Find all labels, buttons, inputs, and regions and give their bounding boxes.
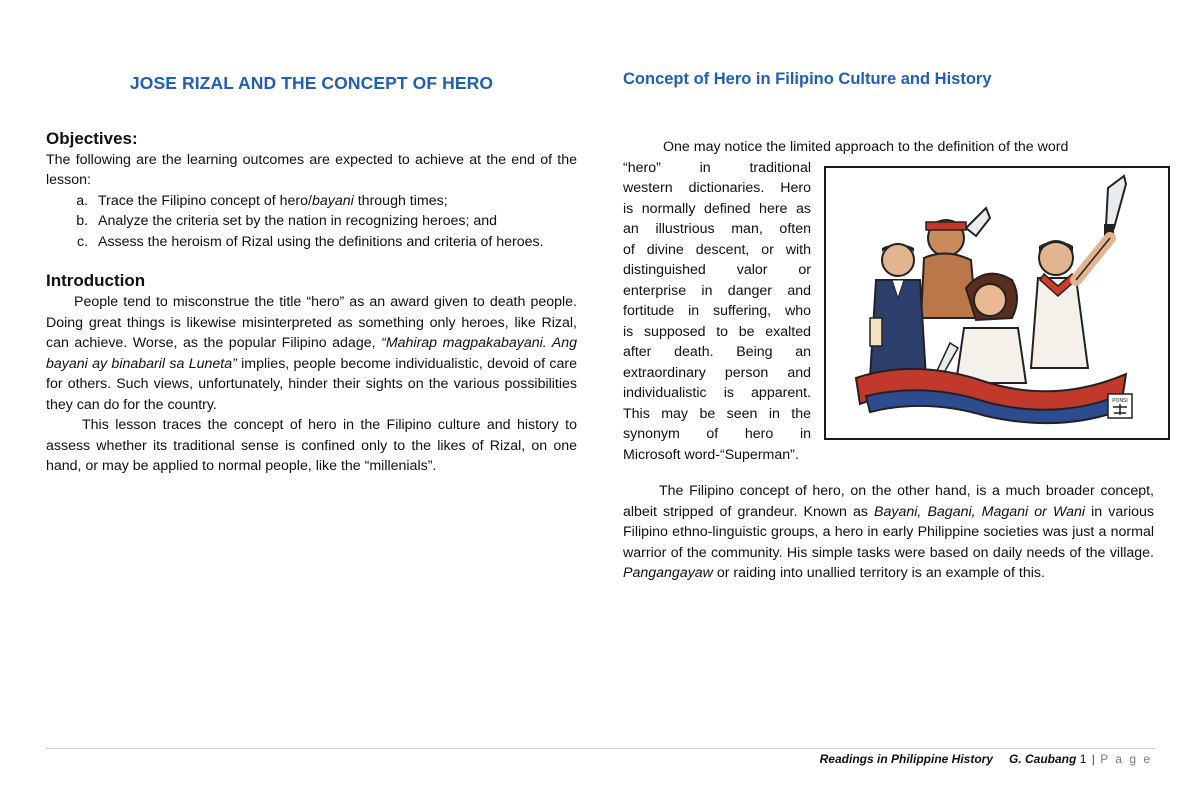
footer-author: G. Caubang xyxy=(1009,752,1077,766)
footer-separator: | xyxy=(1091,752,1095,766)
objectives-list xyxy=(46,191,577,253)
footer-page-label: P a g e xyxy=(1100,752,1152,766)
document-title: JOSE RIZAL AND THE CONCEPT OF HERO xyxy=(129,73,494,93)
wrapped-line: western dictionaries. Hero xyxy=(623,180,811,196)
introduction-heading: Introduction xyxy=(46,271,146,290)
heroes-illustration xyxy=(824,166,1170,440)
wrapped-line-last: Microsoft word-“Superman”. xyxy=(623,446,799,463)
left-column xyxy=(46,66,577,477)
footer-course: Readings in Philippine History xyxy=(819,752,993,766)
objectives-heading: Objectives: xyxy=(46,128,138,148)
wrapped-line: after death. Being an xyxy=(623,344,811,360)
heroes-illustration-art xyxy=(826,168,1168,438)
footer-page-number: 1 xyxy=(1079,752,1087,766)
artist-badge-text: PONSI xyxy=(1112,398,1128,404)
wrapped-line: is supposed to be exalted xyxy=(623,323,811,340)
wrapped-line: individualistic is apparent. xyxy=(623,385,811,401)
introduction-paragraph-2: This lesson traces the concept of hero in the Filipino culture and history to assess whether its traditional sense is confined only to the likes of Rizal, on one hand, or may be applied to normal people, like the “millenials”. xyxy=(46,417,577,474)
wrapped-line: distinguished valor or xyxy=(623,262,811,278)
objective-item: c. Assess the heroism of Rizal using the definitions and criteria of heroes. xyxy=(92,232,577,253)
right-column-heading-wrap xyxy=(623,66,1154,90)
wrapped-line-first: One may notice the limited approach to the definition of the word xyxy=(663,139,1069,155)
introduction-paragraph-1: People tend to misconstrue the title “hero” as an award given to death people. Doing great things is likewise misinterpreted as something only heroes, like Rizal, can achieve. Worse, as the popular Filipino adage, “Mahirap magpakabayani. Ang bayani ay binabaril sa Luneta” implies, people become individualistic, devoid of care for others. Such views, unfortunately, hinder their sights on the various possibilities they can do for the country. xyxy=(46,294,577,413)
wrapped-line: of divine descent, or with xyxy=(623,241,811,258)
wrapped-line: an illustrious man, often xyxy=(623,221,811,237)
objectives-intro: The following are the learning outcomes are expected to achieve at the end of the lesson: xyxy=(46,151,577,188)
objective-item: b. Analyze the criteria set by the nation in recognizing heroes; and xyxy=(92,211,577,232)
wrapped-line: fortitude in suffering, who xyxy=(623,303,811,319)
footer-divider xyxy=(46,748,1156,749)
filipino-concept-paragraph: The Filipino concept of hero, on the other hand, is a much broader concept, albeit stripped of grandeur. Known as Bayani, Bagani, Magani or Wani in various Filipino ethno-linguistic groups, a hero in early Philippine societies was just a normal warrior of the community. His simple tasks were based on daily needs of the village. Pangangayaw or raiding into unallied territory is an example of this. xyxy=(623,483,1154,581)
wrapped-line: This may be seen in the xyxy=(623,405,811,422)
wrapped-line: enterprise in danger and xyxy=(623,282,811,299)
wrapped-line: synonym of hero in xyxy=(623,426,811,442)
wrapped-line: extraordinary person and xyxy=(623,364,811,381)
page-footer xyxy=(820,752,1152,766)
wrapped-line: is normally defined here as xyxy=(623,200,811,217)
objective-item: a. Trace the Filipino concept of hero/bayani through times; xyxy=(92,191,577,212)
wrapped-line: “hero” in traditional xyxy=(623,159,811,176)
section-title: Concept of Hero in Filipino Culture and History xyxy=(623,70,992,88)
